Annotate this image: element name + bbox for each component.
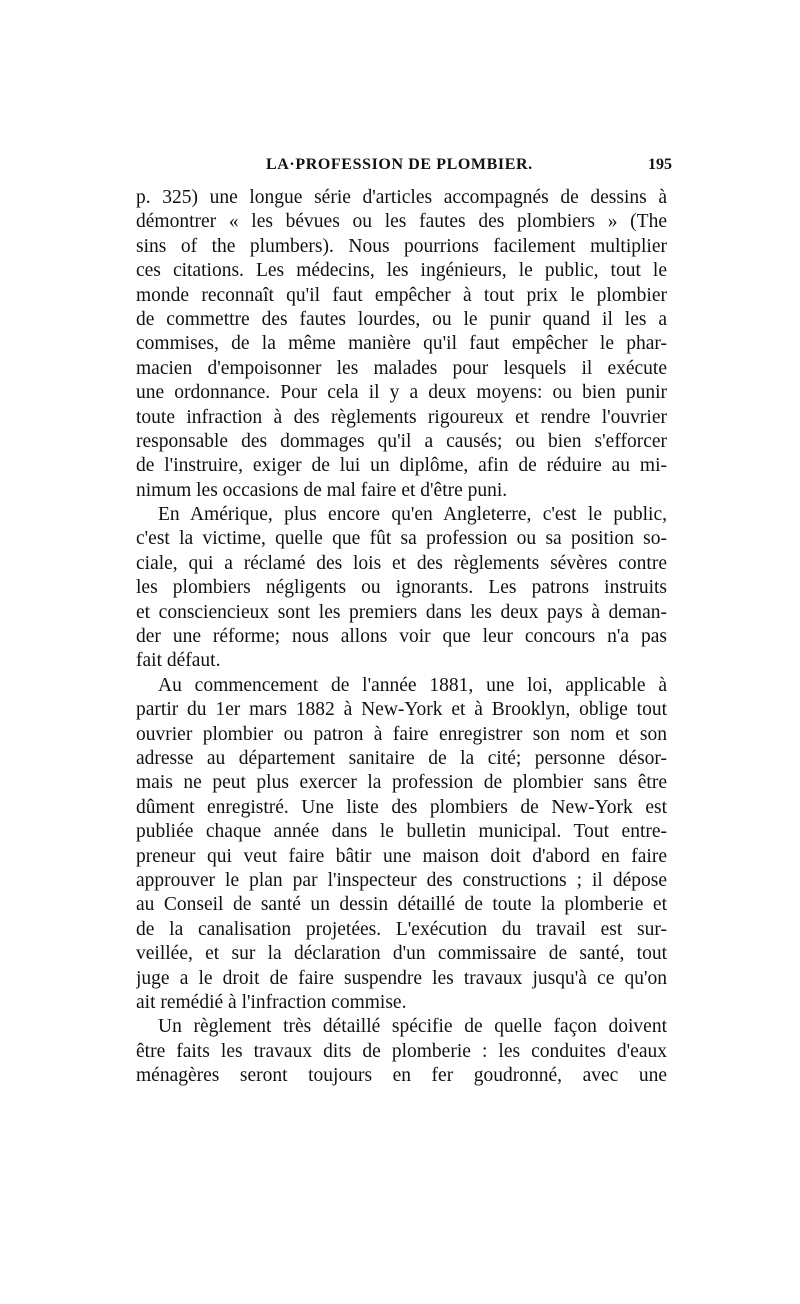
paragraph: [136, 674, 667, 1015]
text-line: une ordonnance. Pour cela il y a deux moyens: ou bien punir: [136, 382, 667, 404]
text-line: p. 325) une longue série d'articles accompagnés de dessins à: [136, 187, 667, 208]
text-line: macien d'empoisonner les malades pour lesquels il exécute: [136, 357, 667, 379]
text-line: ces citations. Les médecins, les ingénieurs, le public, tout le: [136, 260, 667, 282]
text-line: de la canalisation projetées. L'exécution du travail est sur-: [136, 918, 667, 940]
text-line: ciale, qui a réclamé des lois et des règlements sévères contre: [136, 552, 667, 574]
text-line: être faits les travaux dits de plomberie : les conduites d'eaux: [136, 1040, 667, 1062]
text-line: publiée chaque année dans le bulletin municipal. Tout entre-: [136, 821, 667, 843]
paragraph: [136, 503, 667, 674]
text-line: démontrer « les bévues ou les fautes des plombiers » (The: [136, 211, 667, 233]
text-line: de commettre des fautes lourdes, ou le punir quand il les a: [136, 308, 667, 330]
text-line: responsable des dommages qu'il a causés; ou bien s'efforcer: [136, 430, 667, 452]
body-text: [136, 186, 667, 1088]
text-line: approuver le plan par l'inspecteur des constructions ; il dépose: [136, 869, 667, 891]
text-line: preneur qui veut faire bâtir une maison doit d'abord en faire: [136, 845, 667, 867]
page-number: 195: [648, 156, 672, 173]
text-line: Un règlement très détaillé spécifie de quelle façon doivent: [158, 1016, 667, 1038]
text-line: les plombiers négligents ou ignorants. Les patrons instruits: [136, 577, 667, 599]
text-line: juge a le droit de faire suspendre les travaux jusqu'à ce qu'on: [136, 967, 667, 989]
text-line: ouvrier plombier ou patron à faire enregistrer son nom et son: [136, 723, 667, 745]
running-head: [136, 156, 672, 180]
text-line: fait défaut.: [136, 650, 221, 672]
text-line: monde reconnaît qu'il faut empêcher à tout prix le plombier: [136, 284, 667, 306]
text-line: adresse au département sanitaire de la cité; personne désor-: [136, 747, 667, 769]
text-line: sins of the plumbers). Nous pourrions facilement multiplier: [136, 235, 667, 257]
text-line: veillée, et sur la déclaration d'un commissaire de santé, tout: [136, 943, 667, 965]
text-line: der une réforme; nous allons voir que leur concours n'a pas: [136, 626, 667, 648]
text-line: toute infraction à des règlements rigoureux et rendre l'ouvrier: [136, 406, 667, 428]
text-line: de l'instruire, exiger de lui un diplôme, afin de réduire au mi-: [136, 455, 667, 477]
running-title: LA·PROFESSION DE PLOMBIER.: [266, 156, 533, 173]
text-line: et consciencieux sont les premiers dans les deux pays à deman-: [136, 601, 667, 623]
text-line: partir du 1er mars 1882 à New-York et à Brooklyn, oblige tout: [136, 699, 667, 721]
text-line: dûment enregistré. Une liste des plombiers de New-York est: [136, 796, 667, 818]
text-line: nimum les occasions de mal faire et d'être puni.: [136, 479, 508, 501]
paragraph: [136, 186, 667, 503]
text-line: au Conseil de santé un dessin détaillé de toute la plomberie et: [136, 894, 667, 916]
paragraph: [136, 1015, 667, 1088]
text-line: mais ne peut plus exercer la profession de plombier sans être: [136, 772, 667, 794]
text-line: Au commencement de l'année 1881, une loi, applicable à: [158, 674, 667, 696]
text-line: En Amérique, plus encore qu'en Angleterre, c'est le public,: [158, 504, 667, 526]
text-line: commises, de la même manière qu'il faut empêcher le phar-: [136, 333, 667, 355]
text-line: ménagères seront toujours en fer goudronné, avec une: [136, 1065, 667, 1087]
text-line: c'est la victime, quelle que fût sa profession ou sa position so-: [136, 528, 667, 550]
text-line: ait remédié à l'infraction commise.: [136, 991, 407, 1013]
